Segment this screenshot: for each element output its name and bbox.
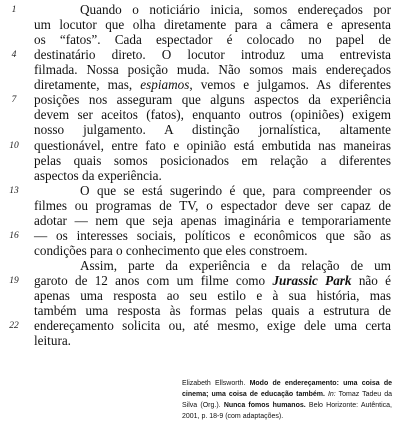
text-line (34, 17, 391, 32)
text-line (80, 183, 391, 198)
source-citation (182, 378, 392, 422)
text-line (34, 153, 391, 168)
text-line (34, 213, 391, 228)
text-line (34, 138, 391, 153)
line-number: 16 (9, 230, 19, 241)
text-run: os “fatos”. Cada espectador é colocado no papel de (34, 32, 391, 48)
line-number: 4 (11, 50, 17, 61)
text-line (34, 32, 391, 47)
text-run: O que se está sugerindo é que, para compreender os (80, 182, 391, 198)
text-line (34, 47, 391, 62)
text-line (34, 107, 391, 122)
source-editor: Tomaz Tadeu da Silva (Org.). (182, 391, 392, 409)
text-run: destinatário direto. O locutor introduz uma entrevista (34, 47, 391, 63)
text-run: leitura. (34, 333, 71, 349)
text-run: endereçamento solicita ou, até mesmo, exige dele uma certa (34, 318, 391, 334)
text-line (80, 258, 391, 273)
text-line (80, 2, 391, 17)
text-line (34, 228, 391, 243)
text-run: Jurassic Park (272, 273, 352, 289)
text-line (34, 122, 391, 137)
text-line (34, 198, 391, 213)
text-run: adotar — nem que seja apenas imaginária e temporariamente (34, 212, 391, 228)
text-run: questionável, entre fato e opinião está embutida nas maneiras (34, 137, 391, 153)
text-run: nosso julgamento. A distinção jornalística, altamente (34, 122, 391, 138)
text-run: também uma resposta às formas pelas quais a estrutura de (34, 303, 391, 319)
text-line (34, 303, 391, 318)
line-number: 13 (9, 185, 19, 196)
text-run: Quando o noticiário inicia, somos endereçados por (80, 2, 391, 17)
text-run: devem ser aceitos (fatos), enquanto outros (opiniões) exigem (34, 107, 391, 123)
text-line (34, 77, 391, 92)
source-author: Elizabeth Ellsworth. (182, 380, 246, 387)
text-run: não é (351, 273, 391, 289)
text-line (34, 333, 391, 348)
text-run: filmada. Nossa posição muda. Não somos mais endereçados (34, 62, 391, 78)
text-run: pelas quais somos posicionados em relação a diferentes (34, 152, 391, 168)
text-line (34, 168, 391, 183)
line-number: 10 (9, 140, 19, 151)
text-run: aspectos da experiência. (34, 167, 162, 183)
text-line (34, 92, 391, 107)
text-run: apenas uma resposta ao seu estilo e à sua história, mas (34, 288, 391, 304)
text-run: filmes ou programas de TV, o espectador deve ser capaz de (34, 197, 391, 213)
source-in-label: In: (327, 391, 336, 398)
text-line (34, 288, 391, 303)
line-number: 19 (9, 276, 19, 287)
text-line (34, 318, 391, 333)
text-run: diretamente, mas, (34, 77, 141, 93)
line-number: 1 (11, 5, 17, 15)
source-title: Modo de endereçamento: uma coisa de cinema; uma coisa de educação também. (182, 380, 392, 398)
source-book: Nunca fomos humanos. (223, 402, 306, 409)
text-run: posições nos asseguram que alguns aspectos da experiência (34, 92, 391, 108)
text-run: — os interesses sociais, políticos e econômicos que são as (34, 227, 391, 243)
text-line (34, 243, 391, 258)
source-publisher: Belo Horizonte: Autêntica, 2001, p. 18-9 (com adaptações). (182, 402, 392, 420)
text-run: garoto de 12 anos com um filme como (34, 273, 273, 289)
line-number: 7 (11, 95, 17, 106)
text-run: , vemos e julgamos. As diferentes (189, 77, 392, 93)
text-run: espiamos (140, 77, 190, 93)
line-number: 22 (9, 321, 19, 332)
text-line (34, 62, 391, 77)
text-run: um locutor que olha diretamente para a câmera e apresenta (34, 17, 391, 33)
text-run: condições para o conhecimento que eles constroem. (34, 242, 308, 258)
text-run: Assim, parte da experiência e da relação de um (80, 258, 391, 274)
text-line (34, 273, 391, 288)
